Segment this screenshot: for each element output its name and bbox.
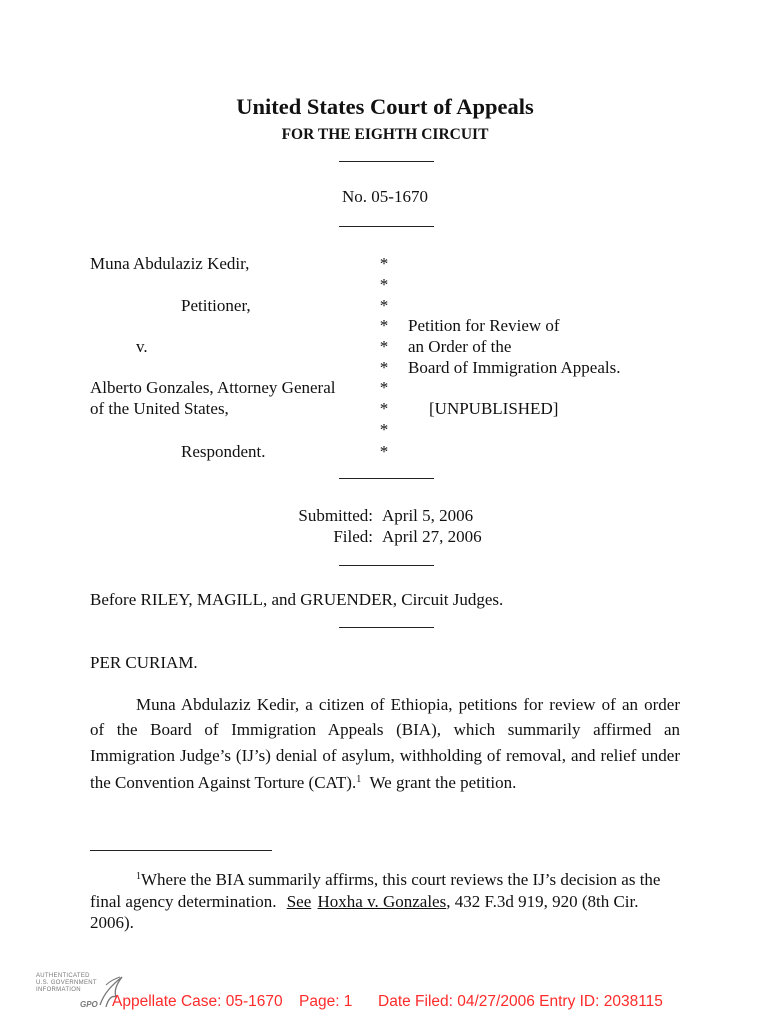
caption-star: *	[379, 296, 389, 315]
caption-rule	[339, 478, 434, 479]
court-title: United States Court of Appeals	[236, 94, 534, 119]
opinion-text: the Convention Against Torture (CAT).	[90, 773, 357, 792]
filed-label: Filed:	[333, 527, 373, 546]
caption-star: *	[379, 442, 389, 461]
petition-line-2: an Order of the	[408, 337, 512, 356]
gpo-line-3: INFORMATION	[36, 987, 81, 993]
header-rule-1	[339, 161, 434, 162]
per-curiam: PER CURIAM.	[90, 653, 198, 672]
respondent-role: Respondent.	[181, 442, 266, 461]
unpublished-label: [UNPUBLISHED]	[429, 399, 559, 418]
caption-star: *	[379, 254, 389, 273]
footer-filed: Date Filed: 04/27/2006 Entry ID: 2038115	[378, 993, 663, 1010]
opinion-text: We grant the petition.	[369, 773, 517, 792]
footnote-rule	[90, 850, 272, 851]
caption-star: *	[379, 275, 389, 294]
opinion-line: of the Board of Immigration Appeals (BIA), which summarily affirmed an	[90, 720, 680, 739]
footnote-text: , 432 F.3d 919, 920 (8th Cir.	[446, 892, 639, 911]
case-citation: Hoxha v. Gonzales	[317, 892, 447, 911]
circuit-title: FOR THE EIGHTH CIRCUIT	[281, 126, 489, 143]
footer-case: Appellate Case: 05-1670	[112, 993, 283, 1010]
petition-line-1: Petition for Review of	[408, 316, 560, 335]
caption-star: *	[379, 337, 389, 356]
gpo-line-2: U.S. GOVERNMENT	[36, 980, 97, 986]
footnote-line-1	[136, 870, 680, 890]
opinion-line: Immigration Judge’s (IJ’s) denial of asylum, withholding of removal, and relief under	[90, 746, 680, 765]
footnote-reference[interactable]: 1	[356, 774, 362, 785]
footnote-mark: 1	[136, 871, 141, 882]
gpo-line-1: AUTHENTICATED	[36, 973, 90, 979]
petition-line-3: Board of Immigration Appeals.	[408, 358, 621, 377]
petitioner-name: Muna Abdulaziz Kedir,	[90, 254, 250, 273]
opinion-line-last	[90, 773, 680, 793]
caption-star: *	[379, 358, 389, 377]
versus: v.	[136, 337, 148, 356]
caption-star: *	[379, 378, 389, 397]
footnote-line-2	[90, 892, 680, 912]
case-number: No. 05-1670	[342, 187, 428, 206]
submitted-date: April 5, 2006	[382, 506, 474, 525]
panel-judges: Before RILEY, MAGILL, and GRUENDER, Circuit Judges.	[90, 590, 504, 609]
see-signal: See	[286, 892, 312, 911]
panel-rule	[339, 627, 434, 628]
filed-date: April 27, 2006	[382, 527, 482, 546]
petitioner-role: Petitioner,	[181, 296, 251, 315]
footnote-text: Where the BIA summarily affirms, this court reviews the IJ’s decision as the	[141, 870, 661, 889]
respondent-name-1: Alberto Gonzales, Attorney General	[90, 378, 336, 397]
respondent-name-2: of the United States,	[90, 399, 229, 418]
footnote-line-3: 2006).	[90, 913, 134, 932]
footer-page: Page: 1	[299, 993, 353, 1010]
submitted-label: Submitted:	[298, 506, 373, 525]
caption-star: *	[379, 399, 389, 418]
dates-rule	[339, 565, 434, 566]
footnote-text: final agency determination.	[90, 892, 277, 911]
caption-star: *	[379, 316, 389, 335]
caption-star: *	[379, 420, 389, 439]
gpo-mark: GPO	[80, 1000, 98, 1009]
header-rule-2	[339, 226, 434, 227]
opinion-line: Muna Abdulaziz Kedir, a citizen of Ethiopia, petitions for review of an order	[136, 695, 680, 714]
